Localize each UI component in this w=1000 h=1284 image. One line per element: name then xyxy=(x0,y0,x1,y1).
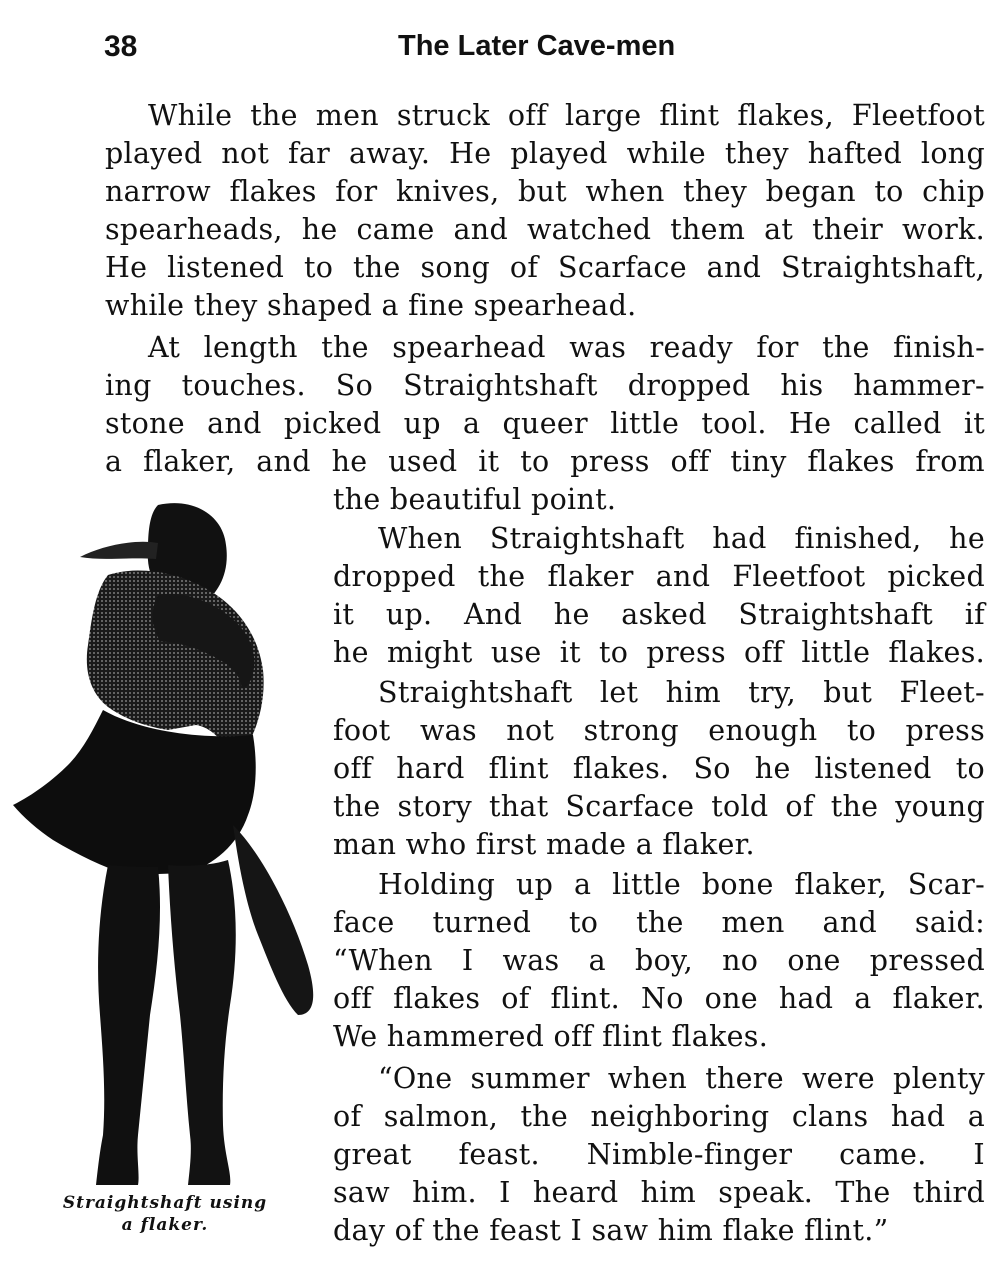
text-line: At length the spearhead was ready for the finish- xyxy=(148,331,985,364)
text-line: foot was not strong enough to press xyxy=(333,714,985,747)
text-line: man who first made a flaker. xyxy=(333,828,755,861)
text-line: dropped the flaker and Fleetfoot picked xyxy=(333,560,985,593)
text-line: of salmon, the neighboring clans had a xyxy=(333,1100,985,1133)
caption-line: Straightshaft using xyxy=(62,1193,268,1213)
text-line: ing touches. So Straightshaft dropped his hammer- xyxy=(105,369,985,402)
text-line: “One summer when there were plenty xyxy=(378,1062,985,1095)
text-line: great feast. Nimble-finger came. I xyxy=(333,1138,985,1171)
text-line: off flakes of flint. No one had a flaker. xyxy=(333,982,985,1015)
text-line: day of the feast I saw him flake flint.” xyxy=(333,1214,889,1247)
text-line: saw him. I heard him speak. The third xyxy=(333,1176,985,1209)
text-line: off hard flint flakes. So he listened to xyxy=(333,752,985,785)
text-line: He listened to the song of Scarface and Straightshaft, xyxy=(105,251,985,284)
text-line: it up. And he asked Straightshaft if xyxy=(333,598,985,631)
page-number: 38 xyxy=(104,30,138,63)
text-line: spearheads, he came and watched them at their work. xyxy=(105,213,985,246)
text-line: played not far away. He played while they hafted long xyxy=(105,137,985,170)
text-line: “When I was a boy, no one pressed xyxy=(333,944,985,977)
text-line: Holding up a little bone flaker, Scar- xyxy=(378,868,985,901)
text-line: We hammered off flint flakes. xyxy=(333,1020,769,1053)
text-line: stone and picked up a queer little tool. He called it xyxy=(105,407,985,440)
text-line: Straightshaft let him try, but Fleet- xyxy=(378,676,985,709)
text-line: While the men struck off large flint flakes, Fleetfoot xyxy=(148,99,985,132)
text-line: he might use it to press off little flakes. xyxy=(333,636,985,669)
text-line: narrow flakes for knives, but when they began to chip xyxy=(105,175,985,208)
caveman-illustration xyxy=(8,495,328,1195)
text-line: When Straightshaft had finished, he xyxy=(378,522,985,555)
text-line: the story that Scarface told of the young xyxy=(333,790,985,823)
running-title: The Later Cave-men xyxy=(398,30,676,62)
figure-caption xyxy=(40,1192,290,1236)
text-line: the beautiful point. xyxy=(333,483,617,516)
text-line: face turned to the men and said: xyxy=(333,906,985,939)
text-line: while they shaped a fine spearhead. xyxy=(105,289,637,322)
text-line: a flaker, and he used it to press off tiny flakes from xyxy=(105,445,985,478)
caption-line: a flaker. xyxy=(121,1215,209,1235)
